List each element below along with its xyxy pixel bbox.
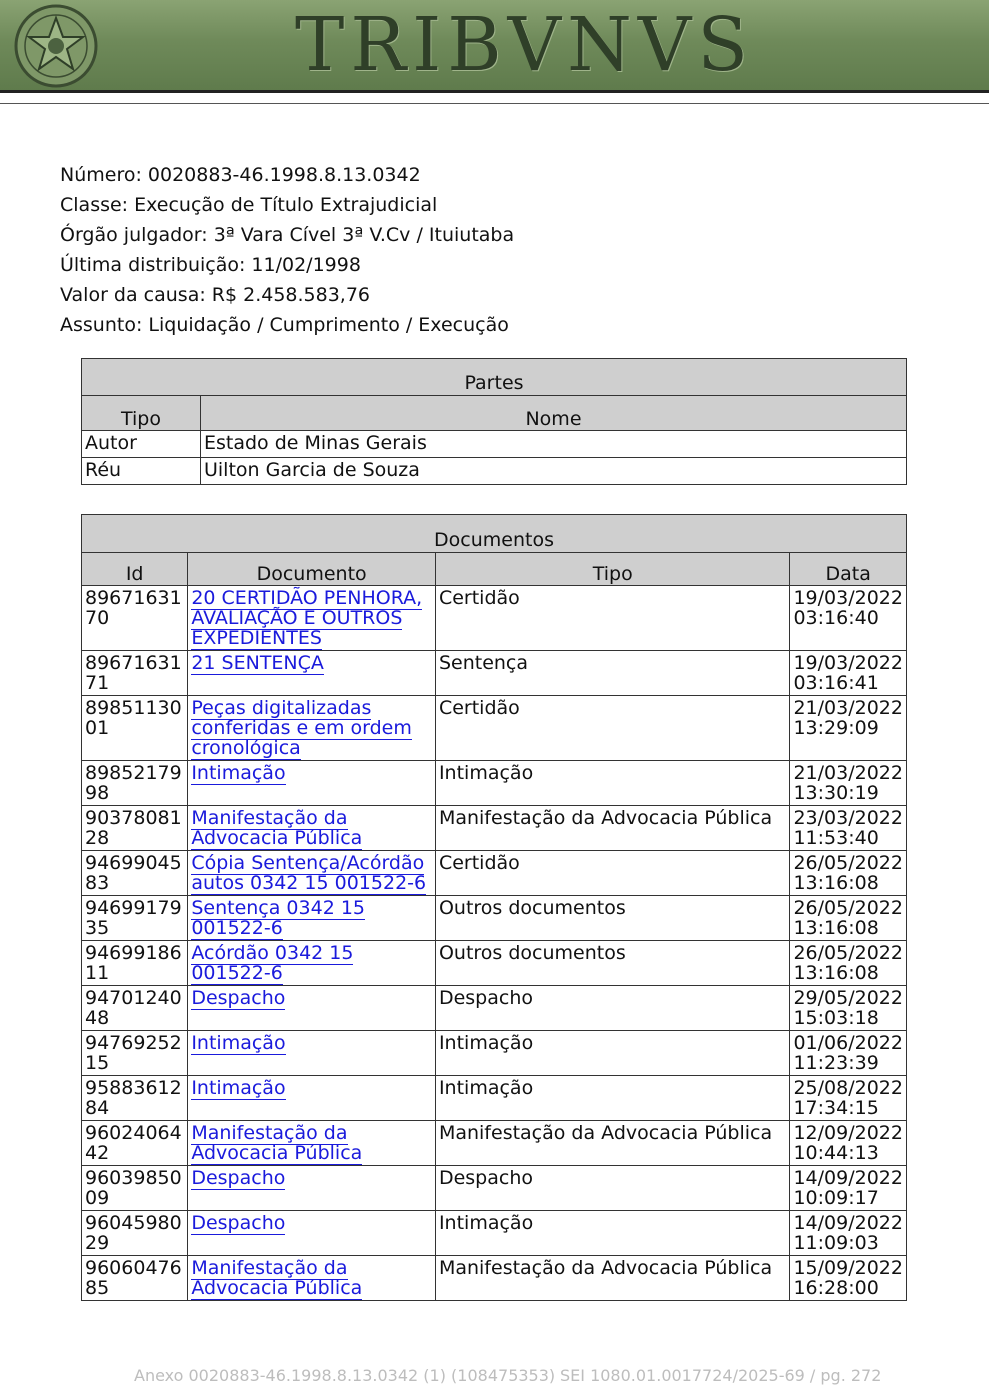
process-number: Número: 0020883-46.1998.8.13.0342 xyxy=(60,164,421,186)
document-date: 21/03/2022 13:30:19 xyxy=(790,761,907,806)
table-row xyxy=(82,1076,907,1121)
document-link-cell xyxy=(188,806,436,851)
document-tipo: Certidão xyxy=(435,586,790,651)
document-link-cell xyxy=(188,1166,436,1211)
document-link-cell xyxy=(188,761,436,806)
document-date: 21/03/2022 13:29:09 xyxy=(790,696,907,761)
document-link[interactable]: Manifestação da Advocacia Pública xyxy=(191,807,363,849)
document-id: 9469917935 xyxy=(82,896,188,941)
document-date: 14/09/2022 10:09:17 xyxy=(790,1166,907,1211)
document-link[interactable]: Intimação xyxy=(191,762,286,784)
document-link-cell xyxy=(188,986,436,1031)
document-id: 9602406442 xyxy=(82,1121,188,1166)
table-row xyxy=(82,1211,907,1256)
document-link[interactable]: Cópia Sentença/Acórdão autos 0342 15 001522-6 xyxy=(191,852,427,894)
document-link[interactable]: Despacho xyxy=(191,1167,286,1189)
document-id: 9469918611 xyxy=(82,941,188,986)
documents-table xyxy=(81,514,907,1301)
documents-table-title: Documentos xyxy=(82,515,907,553)
document-tipo: Outros documentos xyxy=(435,896,790,941)
document-id: 9604598029 xyxy=(82,1211,188,1256)
document-link-cell xyxy=(188,1256,436,1301)
document-tipo: Intimação xyxy=(435,1076,790,1121)
document-tipo: Certidão xyxy=(435,851,790,896)
document-tipo: Outros documentos xyxy=(435,941,790,986)
document-date: 23/03/2022 11:53:40 xyxy=(790,806,907,851)
parties-header-nome: Nome xyxy=(201,396,907,431)
process-cause-value: Valor da causa: R$ 2.458.583,76 xyxy=(60,284,371,306)
document-date: 15/09/2022 16:28:00 xyxy=(790,1256,907,1301)
party-nome: Uilton Garcia de Souza xyxy=(201,458,907,485)
document-link[interactable]: Intimação xyxy=(191,1077,286,1099)
table-row xyxy=(82,761,907,806)
document-tipo: Sentença xyxy=(435,651,790,696)
document-tipo: Intimação xyxy=(435,1211,790,1256)
document-link[interactable]: Manifestação da Advocacia Pública xyxy=(191,1122,363,1164)
document-tipo: Despacho xyxy=(435,1166,790,1211)
document-date: 01/06/2022 11:23:39 xyxy=(790,1031,907,1076)
document-link-cell xyxy=(188,586,436,651)
logo-text: TRIBVNVS xyxy=(295,2,755,88)
document-date: 26/05/2022 13:16:08 xyxy=(790,896,907,941)
process-subject: Assunto: Liquidação / Cumprimento / Execução xyxy=(60,314,509,336)
document-date: 12/09/2022 10:44:13 xyxy=(790,1121,907,1166)
documents-header-data: Data xyxy=(790,553,907,586)
document-link[interactable]: 20 CERTIDÃO PENHORA, AVALIAÇÃO E OUTROS EXPEDIENTES xyxy=(191,587,423,649)
document-id: 8985217998 xyxy=(82,761,188,806)
document-date: 26/05/2022 13:16:08 xyxy=(790,851,907,896)
document-link-cell xyxy=(188,696,436,761)
table-row xyxy=(82,1031,907,1076)
document-id: 9470124048 xyxy=(82,986,188,1031)
footer-sei: SEI 1080.01.0017724/2025-69 / pg. 272 xyxy=(560,1366,882,1385)
document-link[interactable]: Intimação xyxy=(191,1032,286,1054)
table-row xyxy=(82,1121,907,1166)
table-row xyxy=(82,458,907,485)
document-id: 9469904583 xyxy=(82,851,188,896)
parties-table-title: Partes xyxy=(82,359,907,396)
document-id: 8985113001 xyxy=(82,696,188,761)
document-date: 19/03/2022 03:16:40 xyxy=(790,586,907,651)
document-link[interactable]: Despacho xyxy=(191,1212,286,1234)
table-row xyxy=(82,651,907,696)
document-id: 9606047685 xyxy=(82,1256,188,1301)
document-link-cell xyxy=(188,1076,436,1121)
document-link[interactable]: Manifestação da Advocacia Pública xyxy=(191,1257,363,1299)
table-row xyxy=(82,986,907,1031)
document-link-cell xyxy=(188,1211,436,1256)
document-date: 19/03/2022 03:16:41 xyxy=(790,651,907,696)
document-link[interactable]: Peças digitalizadas conferidas e em ordem cronológica xyxy=(191,697,412,759)
document-tipo: Manifestação da Advocacia Pública xyxy=(435,1121,790,1166)
document-link-cell xyxy=(188,851,436,896)
header-divider xyxy=(0,90,989,104)
document-link-cell xyxy=(188,896,436,941)
documents-header-id: Id xyxy=(82,553,188,586)
table-row xyxy=(82,896,907,941)
parties-table xyxy=(81,358,907,485)
document-link-cell xyxy=(188,1121,436,1166)
document-date: 26/05/2022 13:16:08 xyxy=(790,941,907,986)
document-id: 9603985009 xyxy=(82,1166,188,1211)
document-date: 29/05/2022 15:03:18 xyxy=(790,986,907,1031)
table-row xyxy=(82,806,907,851)
document-tipo: Manifestação da Advocacia Pública xyxy=(435,1256,790,1301)
table-row xyxy=(82,431,907,458)
document-tipo: Despacho xyxy=(435,986,790,1031)
table-row xyxy=(82,1166,907,1211)
party-tipo: Réu xyxy=(82,458,201,485)
table-row xyxy=(82,586,907,651)
footer-annex: Anexo 0020883-46.1998.8.13.0342 (1) (108475353) xyxy=(134,1366,556,1385)
document-tipo: Manifestação da Advocacia Pública xyxy=(435,806,790,851)
document-date: 14/09/2022 11:09:03 xyxy=(790,1211,907,1256)
document-id: 8967163170 xyxy=(82,586,188,651)
table-row xyxy=(82,696,907,761)
document-tipo: Intimação xyxy=(435,761,790,806)
document-link[interactable]: Sentença 0342 15 001522-6 xyxy=(191,897,365,939)
process-metadata xyxy=(60,160,514,340)
document-link[interactable]: Despacho xyxy=(191,987,286,1009)
process-last-distribution: Última distribuição: 11/02/1998 xyxy=(60,254,361,276)
document-date: 25/08/2022 17:34:15 xyxy=(790,1076,907,1121)
document-link-cell xyxy=(188,941,436,986)
process-court: Órgão julgador: 3ª Vara Cível 3ª V.Cv / Ituiutaba xyxy=(60,224,515,246)
document-link[interactable]: Acórdão 0342 15 001522-6 xyxy=(191,942,354,984)
table-row xyxy=(82,1256,907,1301)
parties-header-tipo: Tipo xyxy=(82,396,201,431)
table-row xyxy=(82,941,907,986)
party-nome: Estado de Minas Gerais xyxy=(201,431,907,458)
document-tipo: Intimação xyxy=(435,1031,790,1076)
process-class: Classe: Execução de Título Extrajudicial xyxy=(60,194,438,216)
documents-header-tipo: Tipo xyxy=(435,553,790,586)
header-banner xyxy=(0,0,989,90)
document-id: 8967163171 xyxy=(82,651,188,696)
table-row xyxy=(82,851,907,896)
document-id: 9037808128 xyxy=(82,806,188,851)
party-tipo: Autor xyxy=(82,431,201,458)
document-id: 9476925215 xyxy=(82,1031,188,1076)
coat-of-arms-seal-icon xyxy=(14,4,98,88)
document-link-cell xyxy=(188,1031,436,1076)
document-id: 9588361284 xyxy=(82,1076,188,1121)
document-link-cell xyxy=(188,651,436,696)
document-link[interactable]: 21 SENTENÇA xyxy=(191,652,324,674)
documents-header-documento: Documento xyxy=(188,553,436,586)
document-tipo: Certidão xyxy=(435,696,790,761)
